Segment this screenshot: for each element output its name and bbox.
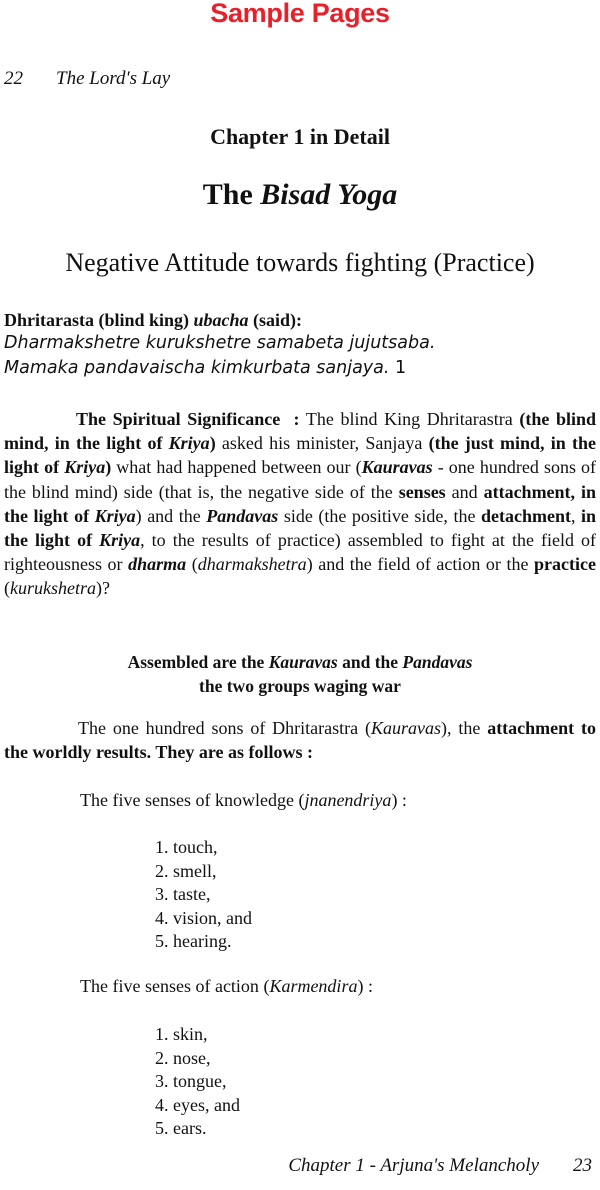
para-text: The one hundred sons of Dhritarastra	[78, 718, 359, 738]
verse-speaker	[4, 310, 302, 331]
term-senses: senses	[398, 481, 446, 502]
para-bold: attachment to the worldly results. They are as follows :	[4, 718, 597, 762]
significance-label: The Spiritual Significance	[76, 409, 281, 429]
term-pandavas: Pandavas	[206, 505, 279, 526]
para-bold: in the light of	[4, 505, 597, 551]
list-item: 1. touch,	[155, 837, 218, 857]
footer-page-number: 23	[573, 1155, 592, 1176]
header-book-title: The Lord's Lay	[56, 68, 171, 89]
term-kauravas: Kauravas	[268, 652, 338, 672]
term-karmendira: Karmendira	[269, 976, 358, 996]
list-item: 1. skin,	[155, 1024, 208, 1044]
significance-colon: :	[293, 409, 300, 429]
term-attachment: attachment, in the light of	[4, 481, 596, 526]
list-item: 5. hearing.	[155, 931, 232, 951]
senses-action-list	[155, 1023, 240, 1141]
yoga-title-name: Bisad Yoga	[260, 178, 398, 211]
para-text: side (the positive side, the	[283, 505, 476, 526]
intro-tail: ) :	[357, 976, 373, 996]
section-heading-line-1	[0, 650, 600, 674]
para-text: what had happened between our	[116, 457, 351, 478]
term-kriya: Kriya	[99, 530, 141, 551]
para-text: and the field of action or the	[318, 554, 529, 575]
term-detachment: detachment	[481, 505, 571, 526]
senses-knowledge-list	[155, 836, 252, 954]
term-jnanendriya: jnanendriya	[304, 790, 392, 810]
term-practice: practice	[534, 554, 597, 575]
para-text: and	[451, 481, 478, 502]
para-text: ,	[570, 505, 576, 526]
list-item: 4. vision, and	[155, 907, 252, 928]
para-text: (	[355, 457, 362, 478]
term-kriya: Kriya	[168, 433, 210, 454]
term-dharmakshetra: dharmakshetra	[197, 554, 307, 575]
running-footer	[288, 1155, 592, 1177]
term-kauravas: Kauravas	[370, 718, 441, 738]
yoga-title-prefix: The	[202, 178, 261, 211]
chapter-subtitle: Negative Attitude towards fighting (Practice)	[65, 248, 535, 277]
para-text: ?	[101, 578, 110, 599]
significance-paragraph: The Spiritual Significance : The blind King Dhritarastra (the blind mind, in the light of Kriya) asked his minister, Sanjaya (the just mind, in the light of Kriya) what had happened between our (Kauravas - one hundred sons of the blind mind) side (that is, the negative side of the senses and attachment, in the light of Kriya) and the Pandavas side (the positive side, the detachment, in the light of Kriya, to the results of practice) assembled to fight at the field of righteousness or dharma (dharmakshetra) and the field of action or the practice (kurukshetra)?	[4, 409, 597, 599]
sample-pages-banner: Sample Pages	[210, 0, 390, 28]
list-item: 4. eyes, and	[155, 1094, 240, 1115]
verse-speaker-name: Dhritarasta (blind king)	[4, 310, 190, 330]
footer-chapter-title: Chapter 1 - Arjuna's Melancholy	[288, 1155, 539, 1176]
list-item: 3. taste,	[155, 884, 211, 904]
para-text: asked his minister, Sanjaya	[221, 433, 423, 454]
para-bold: )	[105, 457, 112, 478]
para-bold: (the blind mind, in the light of	[4, 409, 596, 454]
section-heading	[0, 650, 600, 698]
yoga-title	[0, 178, 600, 212]
para-bold: )	[209, 433, 216, 454]
verse-said-word: ubacha	[193, 310, 249, 330]
intro-text: The five senses of knowledge	[80, 790, 294, 810]
senses-action-intro: The five senses of action (Karmendira) :	[80, 976, 373, 996]
para-text: - one hundred sons of the blind mind) side (that is, the negative side of the	[4, 457, 597, 502]
verse-line-2	[4, 358, 406, 378]
term-dharma: dharma	[128, 554, 187, 575]
section-heading-line-2: the two groups waging war	[199, 676, 401, 696]
term-pandavas: Pandavas	[402, 652, 473, 672]
list-item: 5. ears.	[155, 1118, 207, 1138]
term-kurukshetra: kurukshetra	[10, 578, 96, 599]
list-item: 2. nose,	[155, 1047, 211, 1068]
para-text: )	[135, 505, 142, 526]
para-text: and the	[147, 505, 201, 526]
heading-text: and the	[342, 652, 399, 672]
chapter-heading: Chapter 1 in Detail	[210, 124, 390, 149]
sons-paragraph: The one hundred sons of Dhritarastra (Kauravas), the attachment to the worldly results. They are as follows :	[4, 718, 597, 762]
header-page-number: 22	[4, 68, 23, 89]
para-text: The blind King Dhritarastra	[305, 409, 513, 429]
para-text: the	[458, 718, 481, 738]
intro-tail: ) :	[391, 790, 407, 810]
para-text: , to the results of practice) assembled to fight at the field of righteousness or	[4, 530, 596, 575]
verse-number: 1	[395, 358, 407, 378]
list-item: 2. smell,	[155, 860, 217, 881]
heading-text: Assembled are the	[127, 652, 265, 672]
verse-said-gloss: (said):	[253, 310, 303, 330]
intro-text: The five senses of action	[80, 976, 259, 996]
list-item: 3. tongue,	[155, 1071, 227, 1091]
verse-line-1: Dharmakshetre kurukshetre samabeta jujutsaba.	[4, 333, 436, 353]
senses-knowledge-intro: The five senses of knowledge (jnanendriya) :	[80, 790, 407, 810]
term-kriya: Kriya	[94, 505, 136, 526]
term-kauravas: Kauravas	[361, 457, 433, 478]
para-bold: (the just mind, in the light of	[4, 433, 597, 478]
term-kriya: Kriya	[64, 457, 106, 478]
verse-line-2-text: Mamaka pandavaischa kimkurbata sanjaya.	[4, 358, 390, 378]
